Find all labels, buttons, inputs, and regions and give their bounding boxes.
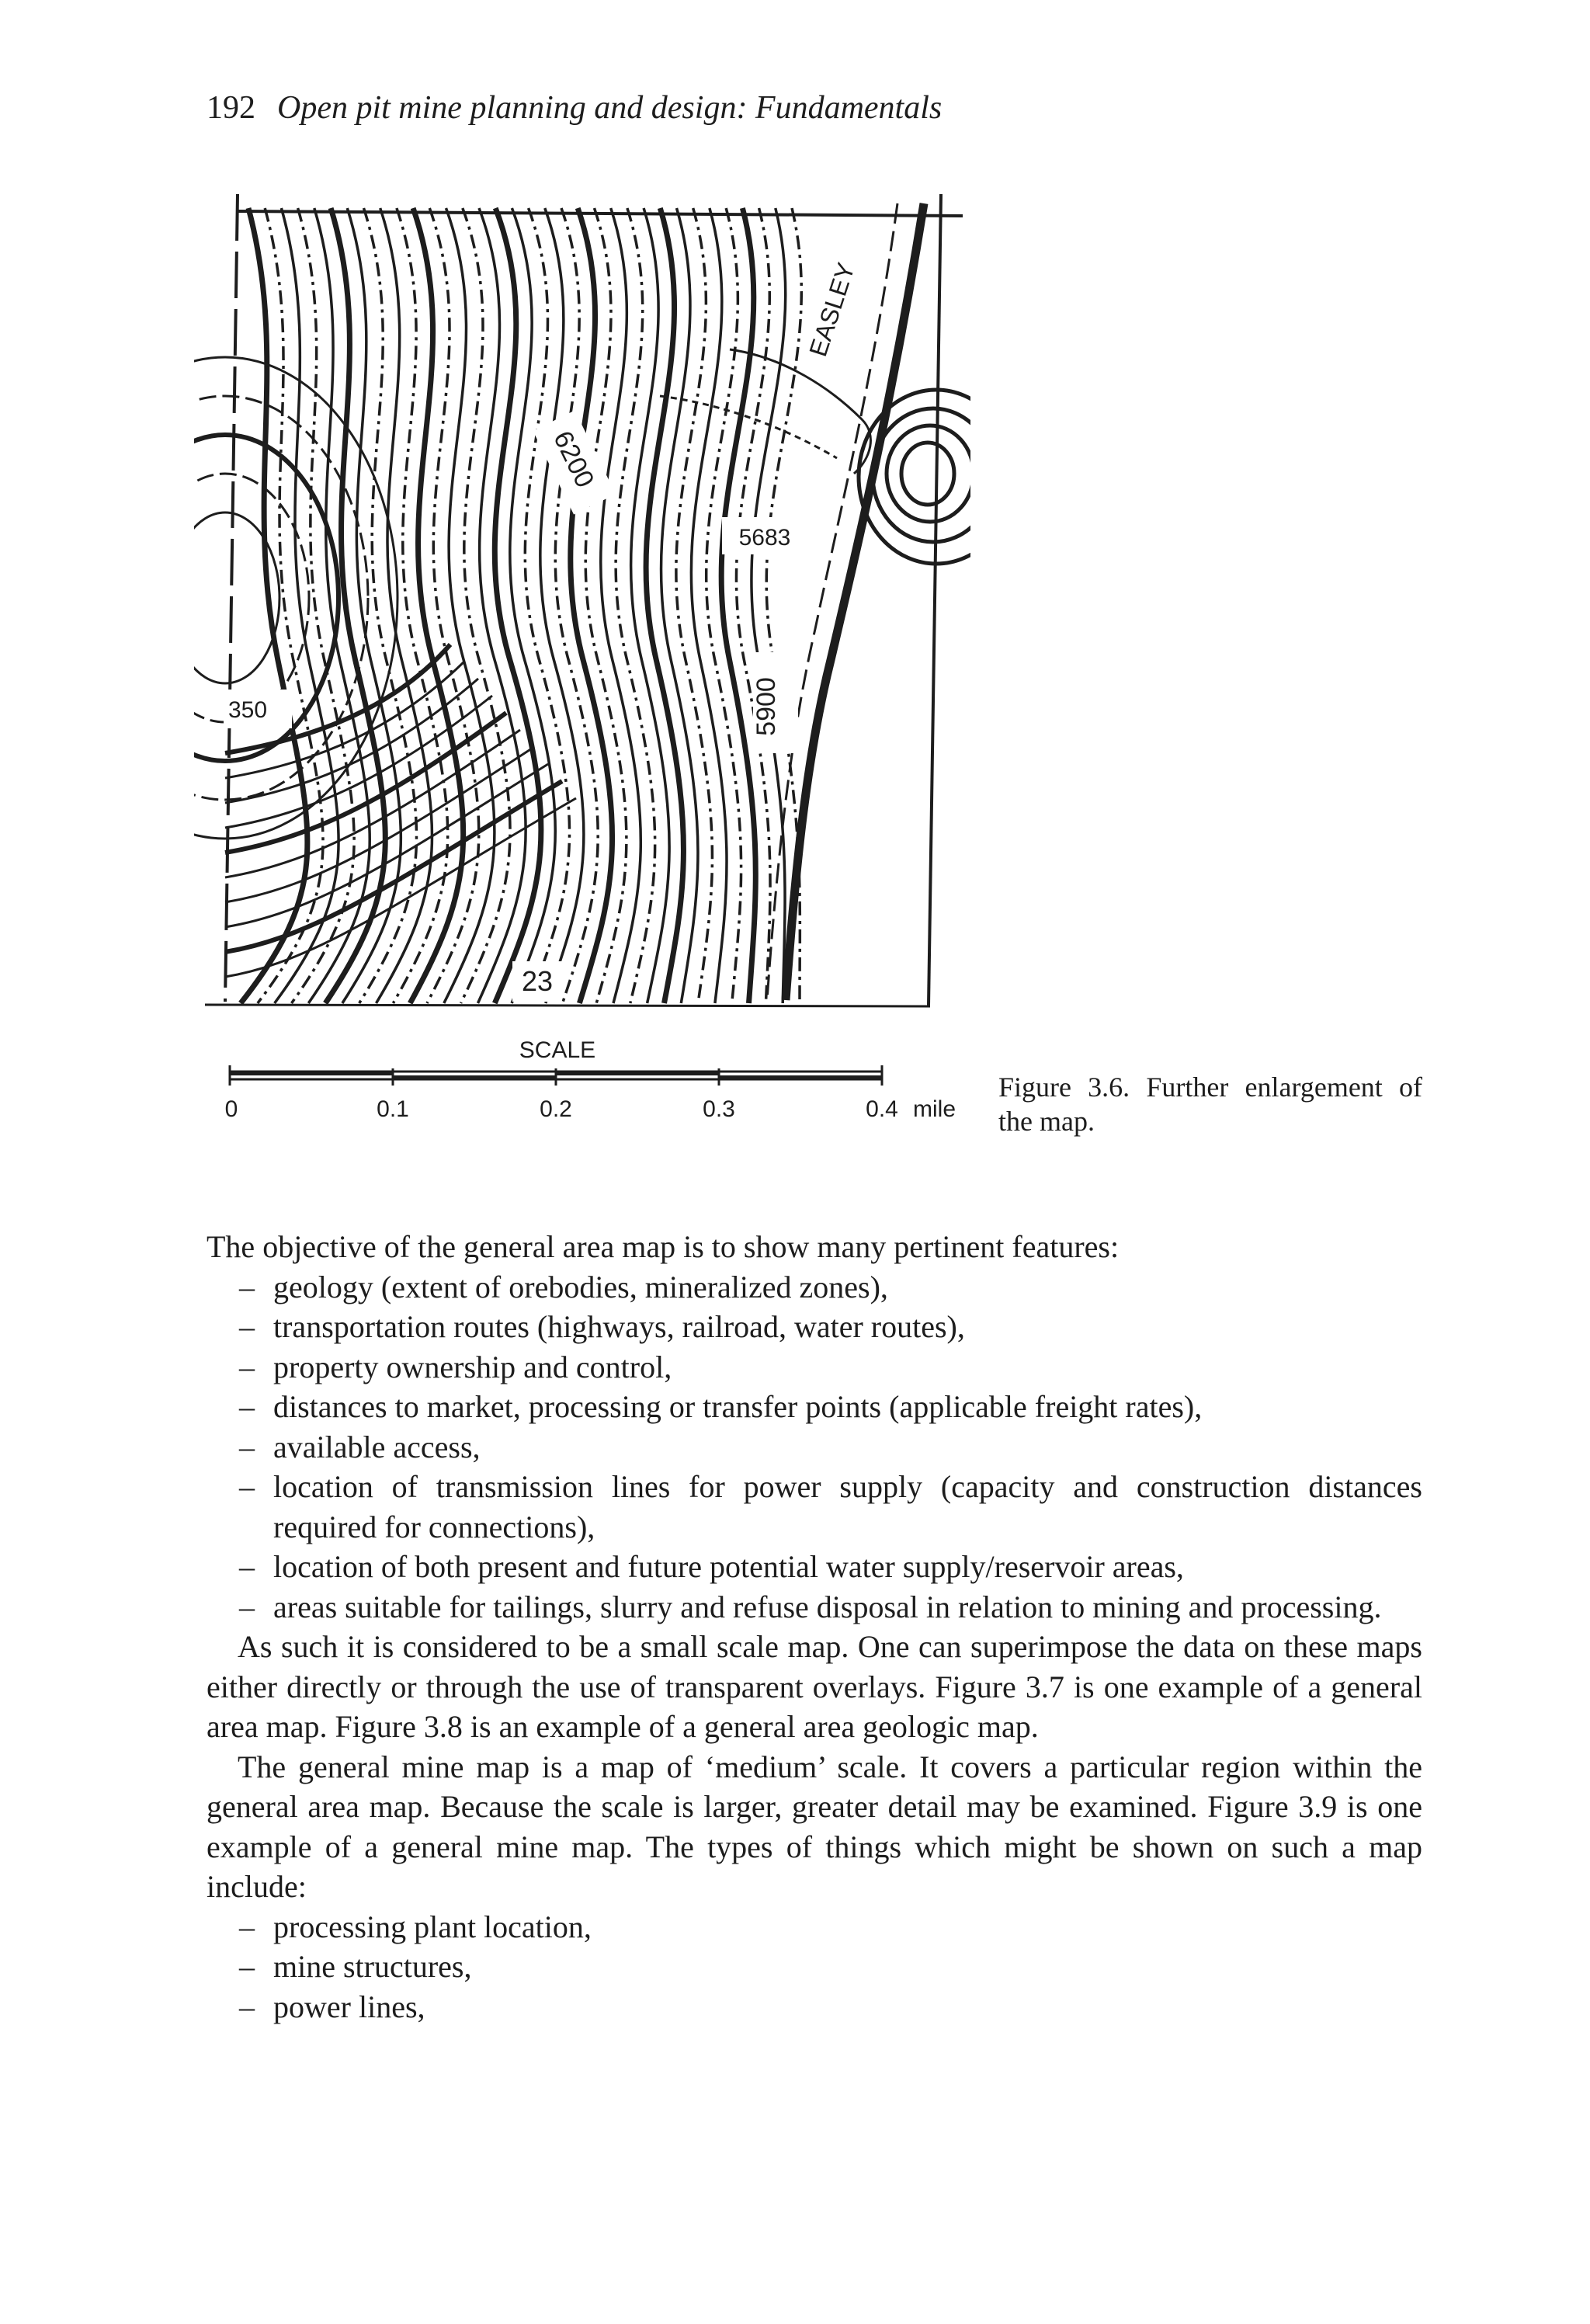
scale-tick-0-2: 0.2	[540, 1096, 572, 1122]
scale-unit: mile	[913, 1096, 956, 1122]
running-head	[207, 92, 942, 124]
list-item: – processing plant location,	[239, 1909, 592, 1944]
list-item: – transportation routes (highways, railroad, water routes),	[239, 1309, 965, 1344]
feature-list	[207, 1267, 1422, 1627]
page-number: 192	[207, 90, 255, 126]
scale-title: SCALE	[519, 1037, 596, 1063]
figure-3-6	[194, 163, 970, 1165]
contour-label-5900: 5900	[752, 677, 781, 736]
list-item: – location of transmission lines for power supply (capacity and construction distances required for connections),	[239, 1469, 1422, 1544]
road-label-easley: EASLEY	[804, 259, 860, 360]
spot-elevation-5683: 5683	[738, 525, 791, 551]
contour-line	[461, 208, 510, 1003]
scale-tick-0: 0	[224, 1096, 238, 1122]
contour-label-6200: 6200	[547, 426, 600, 492]
scale-bar	[225, 1037, 956, 1122]
list-item: – geology (extent of orebodies, mineralized zones),	[239, 1269, 888, 1304]
index-contour	[571, 208, 613, 1003]
scale-bar-segment	[556, 1072, 719, 1075]
book-title: Open pit mine planning and design: Fundamentals	[277, 90, 943, 126]
contour-line	[585, 208, 627, 1003]
paragraph-intro: The objective of the general area map is to show many pertinent features:	[207, 1229, 1120, 1264]
figure-caption: Figure 3.6. Further enlargement of the map.	[998, 1072, 1422, 1137]
road-easley	[660, 203, 924, 1000]
paragraph-small-scale: As such it is considered to be a small scale map. One can superimpose the data on these maps either directly or through the use of transparent overlays. Figure 3.7 is one example of a general area map. Figure 3.8 is an example of a general area geologic map.	[207, 1629, 1422, 1744]
mine-map-list	[207, 1907, 1422, 2027]
section-number-23: 23	[521, 965, 554, 997]
list-item: – areas suitable for tailings, slurry and refuse disposal in relation to mining and processing.	[239, 1589, 1382, 1624]
topographic-map	[194, 163, 970, 1165]
index-contour	[495, 208, 541, 1003]
scale-bar-segment	[393, 1075, 556, 1079]
list-item: – available access,	[239, 1429, 481, 1464]
index-contour	[241, 208, 307, 1003]
contour-lines	[194, 208, 801, 1003]
body-text	[207, 1227, 1422, 2027]
paragraph-general-mine-map: The general mine map is a map of ‘medium’ scale. It covers a particular region within the general area map. Because the scale is larger, greater detail may be examined. Figure 3.9 is one example of a general mine map. The types of things which might be shown on such a map include:	[207, 1749, 1422, 1904]
list-item: – mine structures,	[239, 1949, 472, 1984]
contour-line	[555, 208, 598, 1003]
list-item: – distances to market, processing or transfer points (applicable freight rates),	[239, 1389, 1203, 1424]
contour-label-350: 350	[228, 697, 268, 723]
list-item: – property ownership and control,	[239, 1349, 672, 1384]
scale-tick-0-4: 0.4	[866, 1096, 898, 1122]
scale-bar-segment	[719, 1075, 882, 1079]
contour-line	[444, 208, 495, 1003]
list-item: – location of both present and future potential water supply/reservoir areas,	[239, 1549, 1184, 1584]
contour-line	[194, 474, 309, 722]
scale-tick-0-1: 0.1	[377, 1096, 409, 1122]
list-item: – power lines,	[239, 1989, 425, 2024]
scale-bar-segment	[230, 1072, 393, 1075]
scale-tick-0-3: 0.3	[703, 1096, 735, 1122]
